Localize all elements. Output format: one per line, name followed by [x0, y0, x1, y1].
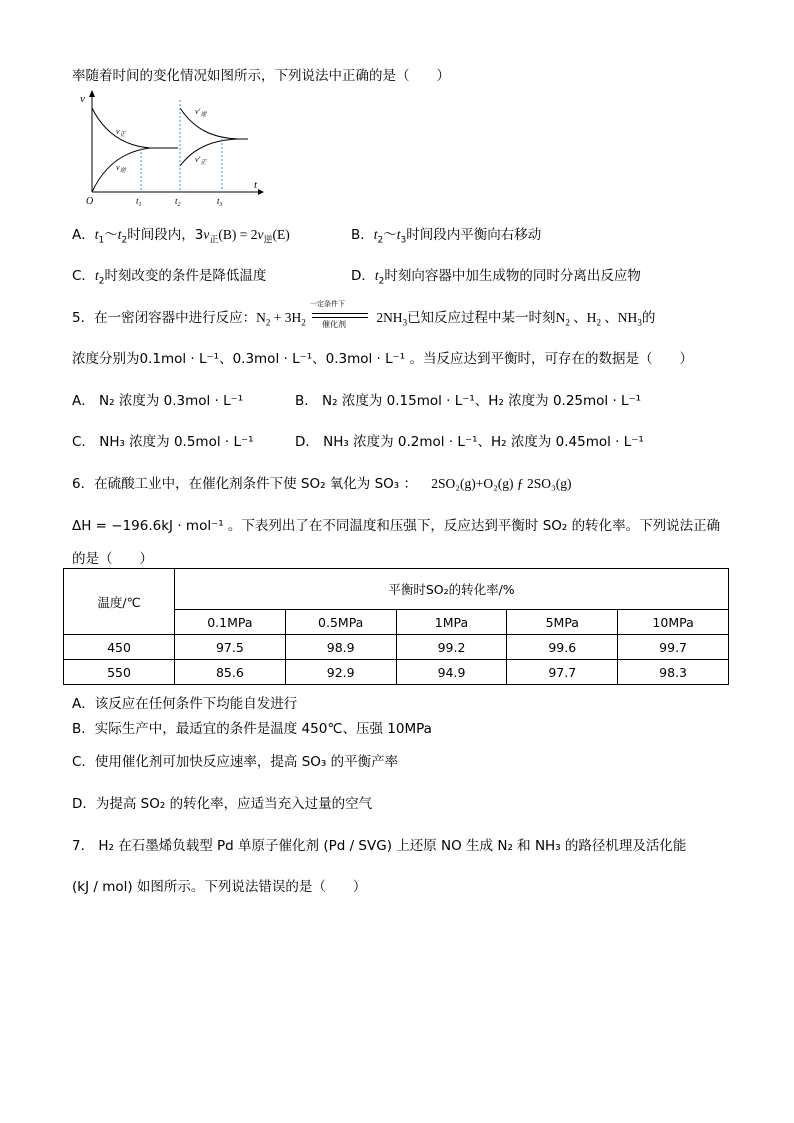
table-row: 450 97.5 98.9 99.2 99.6 99.7 — [64, 635, 729, 660]
q4-intro: 率随着时间的变化情况如图所示，下列说法中正确的是（ ） — [72, 68, 450, 84]
svg-text:v′正: $v'_正$ — [195, 155, 207, 166]
v-reverse-prime-label: v′ — [195, 107, 201, 116]
v-reverse-label: v — [116, 163, 120, 172]
v-axis-label: v — [80, 93, 85, 105]
svg-text:v正: $v_正$ — [116, 127, 126, 138]
q6-option-b[interactable]: B．实际生产中，最适宜的条件是温度 450℃、压强 10MPa — [72, 721, 432, 737]
t3-label: t — [217, 196, 220, 206]
t2-label: t — [175, 196, 178, 206]
pressure-header: 0.1MPa — [175, 610, 286, 635]
conversion-table — [63, 568, 729, 685]
svg-text:t1: $t_1$ — [136, 196, 142, 208]
reversible-arrow-icon: 一定条件下 催化剂 — [310, 309, 372, 327]
v-forward-prime-label: v′ — [195, 155, 201, 164]
temp-header: 温度/℃ — [64, 569, 175, 635]
q6-line3: 的是（ ） — [72, 551, 153, 567]
svg-text:t3: $t_3$ — [217, 196, 223, 208]
q4-option-d[interactable]: D．$t_2$时刻向容器中加生成物的同时分离出反应物 — [351, 268, 641, 287]
t1-label: t — [136, 196, 139, 206]
q6-option-a[interactable]: A．该反应在任何条件下均能自发进行 — [72, 696, 298, 712]
q4-option-c[interactable]: C．$t_2$时刻改变的条件是降低温度 — [72, 268, 267, 287]
q4-option-b[interactable]: B．$t_2\sim t_3$时间段内平衡向右移动 — [351, 227, 542, 246]
q5-line1: 5．在一密闭容器中进行反应：$N_2 + 3H_2$ 一定条件下 催化剂 $2NH_3$已知反应过程中某一时刻$N_2$ 、$H_2$ 、$NH_3$的 — [72, 300, 656, 329]
q6-line2: ΔH = −196.6kJ · mol⁻¹ 。下表列出了在不同温度和压强下，反应达到平衡时 SO₂ 的转化率。下列说法正确 — [72, 518, 721, 534]
q5-option-a[interactable]: A． N₂ 浓度为 0.3mol · L⁻¹ — [72, 393, 244, 409]
svg-text:t2: $t_2$ — [175, 196, 181, 208]
q6-line1: 6．在硫酸工业中，在催化剂条件下使 SO₂ 氧化为 SO₃ ： 2SO₂(g)+O₂(g) ƒ 2SO₃(g) — [72, 476, 572, 492]
table-row: 550 85.6 92.9 94.9 97.7 98.3 — [64, 660, 729, 685]
q7-line2: (kJ / mol) 如图所示。下列说法错误的是（ ） — [72, 879, 367, 895]
pressure-header: 10MPa — [618, 610, 729, 635]
q5-line2: 浓度分别为0.1mol · L⁻¹、0.3mol · L⁻¹、0.3mol · L⁻¹ 。当反应达到平衡时，可存在的数据是（ ） — [72, 351, 693, 367]
q4-option-a[interactable]: A．$t_1\sim t_2$时间段内，$3v_正(B) = 2v_逆(E)$ — [72, 227, 290, 246]
pressure-header: 5MPa — [507, 610, 618, 635]
q6-option-c[interactable]: C．使用催化剂可加快反应速率，提高 SO₃ 的平衡产率 — [72, 754, 399, 770]
rate-time-graph — [70, 86, 270, 208]
conversion-header: 平衡时SO₂的转化率/% — [175, 569, 729, 610]
q5-option-c[interactable]: C． NH₃ 浓度为 0.5mol · L⁻¹ — [72, 434, 254, 450]
v-forward-label: v — [116, 127, 120, 136]
svg-text:v逆: $v_逆$ — [116, 163, 126, 174]
q7-line1: 7． H₂ 在石墨烯负载型 Pd 单原子催化剂 (Pd / SVG) 上还原 NO 生成 N₂ 和 NH₃ 的路径机理及活化能 — [72, 838, 687, 854]
origin-label: O — [86, 196, 94, 207]
svg-text:v′逆: $v'_逆$ — [195, 107, 207, 118]
q5-option-b[interactable]: B． N₂ 浓度为 0.15mol · L⁻¹、H₂ 浓度为 0.25mol · L⁻¹ — [295, 393, 642, 409]
pressure-header: 1MPa — [396, 610, 507, 635]
q5-option-d[interactable]: D． NH₃ 浓度为 0.2mol · L⁻¹、H₂ 浓度为 0.45mol · L⁻¹ — [295, 434, 644, 450]
pressure-header: 0.5MPa — [285, 610, 396, 635]
q6-option-d[interactable]: D．为提高 SO₂ 的转化率，应适当充入过量的空气 — [72, 796, 373, 812]
t-axis-label: t — [254, 179, 258, 191]
